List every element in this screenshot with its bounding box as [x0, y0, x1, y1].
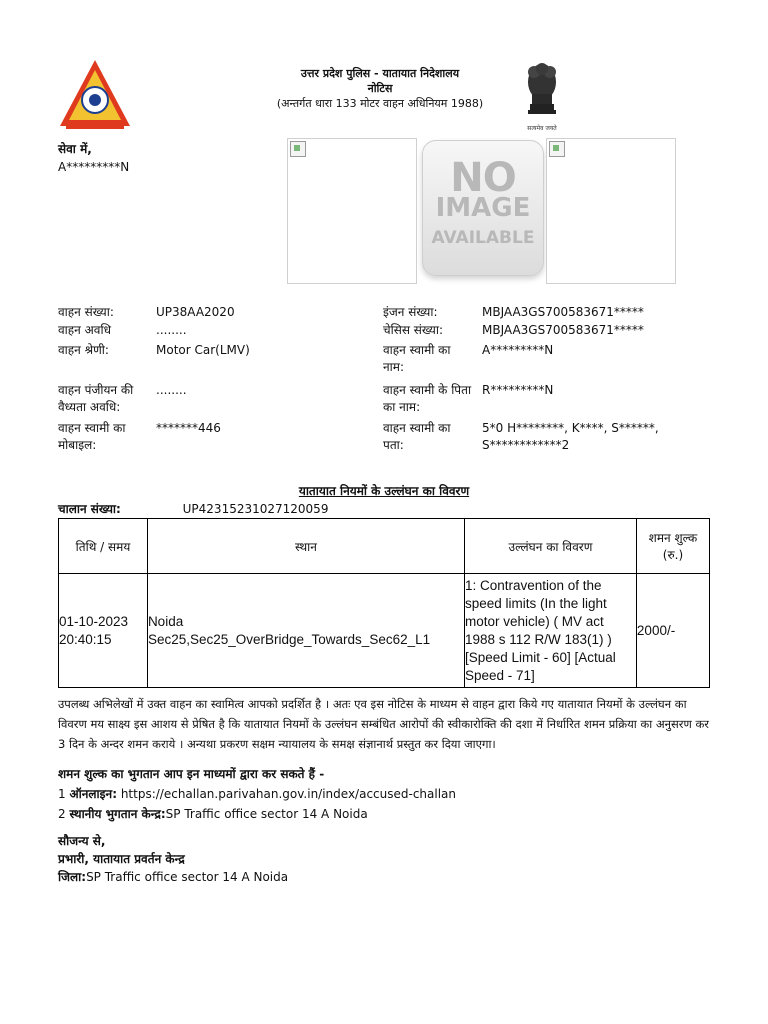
column-header-description: उल्लंघन का विवरण — [464, 519, 636, 574]
payment-local-label: स्थानीय भुगतान केन्द्र: — [69, 807, 166, 821]
courtesy-label: सौजन्य से, — [58, 834, 106, 848]
column-header-date-time: तिथि / समय — [59, 519, 148, 574]
owner-address-label: वाहन स्वामी का पता: — [383, 421, 451, 452]
addressee-label: सेवा में, — [58, 142, 92, 156]
payment-option-number: 1 — [58, 787, 66, 801]
payment-local-value: SP Traffic office sector 14 A Noida — [165, 807, 368, 821]
vehicle-period-value: ........ — [156, 323, 187, 337]
owner-mobile-label: वाहन स्वामी का मोबाइल: — [58, 421, 126, 452]
payment-option-number: 2 — [58, 807, 66, 821]
table-header-row — [59, 519, 710, 574]
violation-date-time-cell — [59, 574, 148, 688]
owner-name-value: A*********N — [482, 343, 554, 357]
payment-heading: शमन शुल्क का भुगतान आप इन माध्यमों द्वारा कर सकते हैं - — [58, 767, 325, 781]
engine-number-value: MBJAA3GS700583671***** — [482, 305, 644, 319]
violation-table — [58, 518, 710, 688]
vehicle-category-value: Motor Car(LMV) — [156, 343, 250, 357]
header-notice: नोटिस — [367, 82, 393, 95]
no-image-text: NO — [450, 155, 516, 201]
header-title: उत्तर प्रदेश पुलिस - यातायात निदेशालय — [300, 67, 460, 80]
column-header-fine: शमन शुल्क (रु.) — [636, 519, 709, 574]
payment-online-label: ऑनलाइन: — [69, 787, 117, 801]
addressee-name: A*********N — [58, 160, 130, 174]
violation-fine-cell: 2000/- — [636, 574, 709, 688]
national-emblem — [516, 60, 568, 132]
vehicle-number-label: वाहन संख्या: — [58, 305, 114, 319]
engine-number-label: इंजन संख्या: — [383, 305, 438, 319]
violation-date: 01-10-2023 — [59, 613, 129, 629]
violation-place-cell — [147, 574, 464, 688]
violation-place-location: Sec25,Sec25_OverBridge_Towards_Sec62_L1 — [147, 631, 431, 647]
payment-option-online — [58, 784, 456, 804]
no-image-text: AVAILABLE — [431, 228, 535, 248]
violation-time: 20:40:15 — [59, 631, 112, 647]
chassis-number-label: चेसिस संख्या: — [383, 323, 444, 337]
district-value: SP Traffic office sector 14 A Noida — [86, 870, 289, 884]
challan-number-row — [58, 500, 328, 517]
violation-section-title: यातायात नियमों के उल्लंघन का विवरण — [298, 484, 470, 498]
broken-image-icon — [290, 141, 306, 157]
no-image-text: IMAGE — [435, 193, 531, 223]
evidence-image-1[interactable] — [287, 138, 417, 284]
payment-option-local — [58, 804, 456, 824]
addressee-block — [58, 140, 129, 176]
challan-number-label: चालान संख्या: — [58, 502, 121, 516]
owner-address-value: 5*0 H********, K****, S******, S************2 — [482, 421, 659, 452]
vehicle-period-label: वाहन अवधि — [58, 323, 111, 337]
registration-validity-value: ........ — [156, 383, 187, 397]
owner-father-name-value: R*********N — [482, 383, 554, 397]
district-label: जिला: — [58, 870, 87, 884]
notice-paragraph: उपलब्ध अभिलेखों में उक्त वाहन का स्वामित्व आपको प्रदर्शित है । अतः एव इस नोटिस के माध्यम से वाहन द्वारा किये गए यातायात नियमों के उल्लंघन का विवरण मय साक्ष्य इस आशय से प्रेषित है कि यातायात नियमों के उल्लंघन सम्बंधित आरोपों की स्वीकारोक्ति की दशा में निर्धारित शमन प्रक्रिया का अनुसरण कर 3 दिन के अन्दर शमन कराये । अन्यथा प्रकरण सक्षम न्यायालय के समक्ष संज्ञानार्थ प्रस्तुत कर दिया जाएगा। — [58, 697, 710, 751]
table-row — [59, 574, 710, 688]
violation-description-cell: 1: Contravention of the speed limits (In the light motor vehicle) ( MV act 1988 s 112 R/W 183(1) ) [Speed Limit - 60] [Actual Speed - 71] — [464, 574, 636, 688]
vehicle-category-label: वाहन श्रेणी: — [58, 343, 109, 357]
owner-mobile-value: *******446 — [156, 421, 221, 435]
header-subtitle: (अन्तर्गत धारा 133 मोटर वाहन अधिनियम 1988) — [276, 97, 484, 110]
up-traffic-police-logo — [58, 58, 132, 132]
payment-block — [58, 764, 456, 824]
evidence-image-2[interactable] — [546, 138, 676, 284]
payment-online-link[interactable]: https://echallan.parivahan.gov.in/index/accused-challan — [120, 787, 457, 801]
violation-place-city: Noida — [147, 613, 184, 629]
officer-designation: प्रभारी, यातायात प्रवर्तन केन्द्र — [58, 852, 185, 866]
vehicle-number-value: UP38AA2020 — [156, 305, 235, 319]
signature-block — [58, 832, 288, 886]
owner-father-name-label: वाहन स्वामी के पिता का नाम: — [383, 383, 472, 414]
registration-validity-label: वाहन पंजीयन की वैध्यता अवधि: — [58, 383, 134, 414]
chassis-number-value: MBJAA3GS700583671***** — [482, 323, 644, 337]
column-header-place: स्थान — [147, 519, 464, 574]
emblem-motto: सत्यमेव जयते — [527, 125, 557, 132]
broken-image-icon — [549, 141, 565, 157]
challan-number-value: UP42315231027120059 — [182, 502, 329, 516]
no-image-available-placeholder — [422, 140, 544, 276]
owner-name-label: वाहन स्वामी का नाम: — [383, 343, 451, 374]
